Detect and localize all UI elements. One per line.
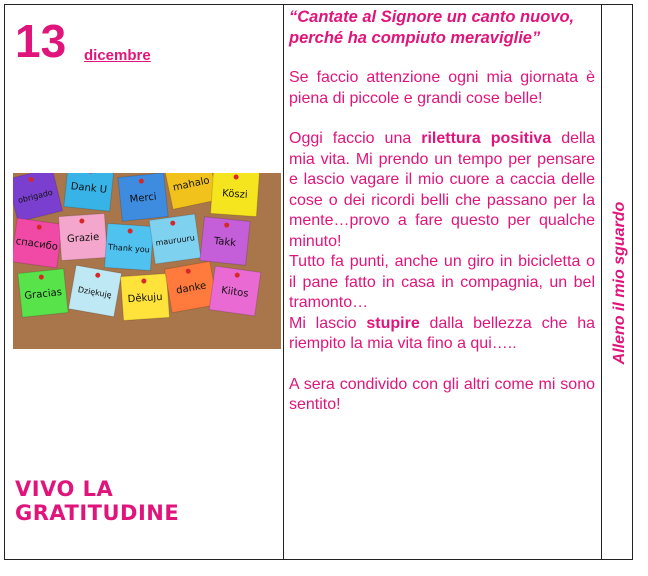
paragraph-4-bold: stupire [366, 314, 420, 332]
quote-line-2: perché ha compiuto meraviglie” [289, 28, 541, 47]
column-divider-right [601, 5, 602, 559]
sticky-note-text: Grazie [66, 231, 100, 246]
paragraph-3: Tutto fa punti, anche un giro in bicicletta o il pane fatto in casa in compagnia, un bel tramonto… [289, 253, 595, 311]
sticky-note [211, 173, 260, 217]
sticky-note [18, 269, 68, 318]
paragraph-5: A sera condivido con gli altri come mi sono sentito! [289, 375, 595, 413]
slogan: VIVO LA GRATITUDINE [15, 477, 180, 525]
sticky-note [105, 223, 154, 270]
vertical-label-text: Alleno il mio sguardo [611, 201, 628, 365]
sticky-note [69, 265, 122, 316]
main-text [289, 7, 595, 416]
sticky-note-text: Takk [213, 235, 237, 250]
paragraph-4-start: Mi lascio [289, 314, 367, 332]
sticky-note-text: Dank U [70, 181, 108, 196]
sticky-note-text: Thank you [107, 242, 151, 255]
calendar-card [4, 4, 633, 560]
paragraph-2-bold: rilettura positiva [421, 130, 552, 147]
quote-line-1: “Cantate al Signore un canto nuovo, [289, 8, 575, 26]
thank-you-notes-photo [13, 173, 281, 349]
sticky-note-text: Merci [129, 191, 158, 206]
paragraph-2-end: della mia vita. Mi prendo un tempo per pensare e lascio vagare il mio cuore a caccia delle cose o dei ricordi belli che passano per la mente…provo a fare questo per qualche minuto! [289, 130, 596, 250]
sticky-note-text: obrigado [17, 187, 54, 206]
sticky-note [149, 214, 201, 264]
sticky-note [59, 213, 108, 260]
sticky-note-text: Gracias [23, 287, 63, 302]
day-number: 13 [15, 15, 67, 67]
sidebar-vertical-label [605, 5, 635, 561]
sticky-notes-illustration [13, 173, 281, 349]
sticky-note [209, 266, 261, 316]
sticky-note-text: Kiitos [220, 285, 250, 300]
sticky-note [64, 173, 114, 211]
sticky-note-text: Děkuju [127, 291, 163, 306]
sticky-note [13, 218, 63, 268]
sticky-note-text: Köszi [221, 188, 248, 201]
column-divider-left [283, 5, 284, 559]
sticky-note [200, 217, 250, 266]
paragraph-2 [289, 129, 595, 252]
paragraph-4 [289, 314, 595, 355]
sticky-note-text: danke [175, 280, 208, 297]
sticky-note [121, 273, 170, 320]
sticky-note [118, 173, 168, 221]
paragraph-2-start: Oggi faccio una [289, 130, 422, 147]
sticky-note-text: mahalo [171, 175, 211, 194]
paragraph-1: Se faccio attenzione ogni mia giornata è piena di piccole e grandi cose belle! [289, 69, 595, 107]
paragraph-4-end: dalla bellezza che ha riempito la mia vita fino a qui….. [289, 314, 595, 352]
sticky-note-text: спасибо [15, 236, 59, 253]
sticky-note-text: mauruuru [154, 233, 196, 248]
month-label: dicembre [84, 47, 151, 64]
sticky-note-text: Dziękuję [77, 285, 113, 300]
